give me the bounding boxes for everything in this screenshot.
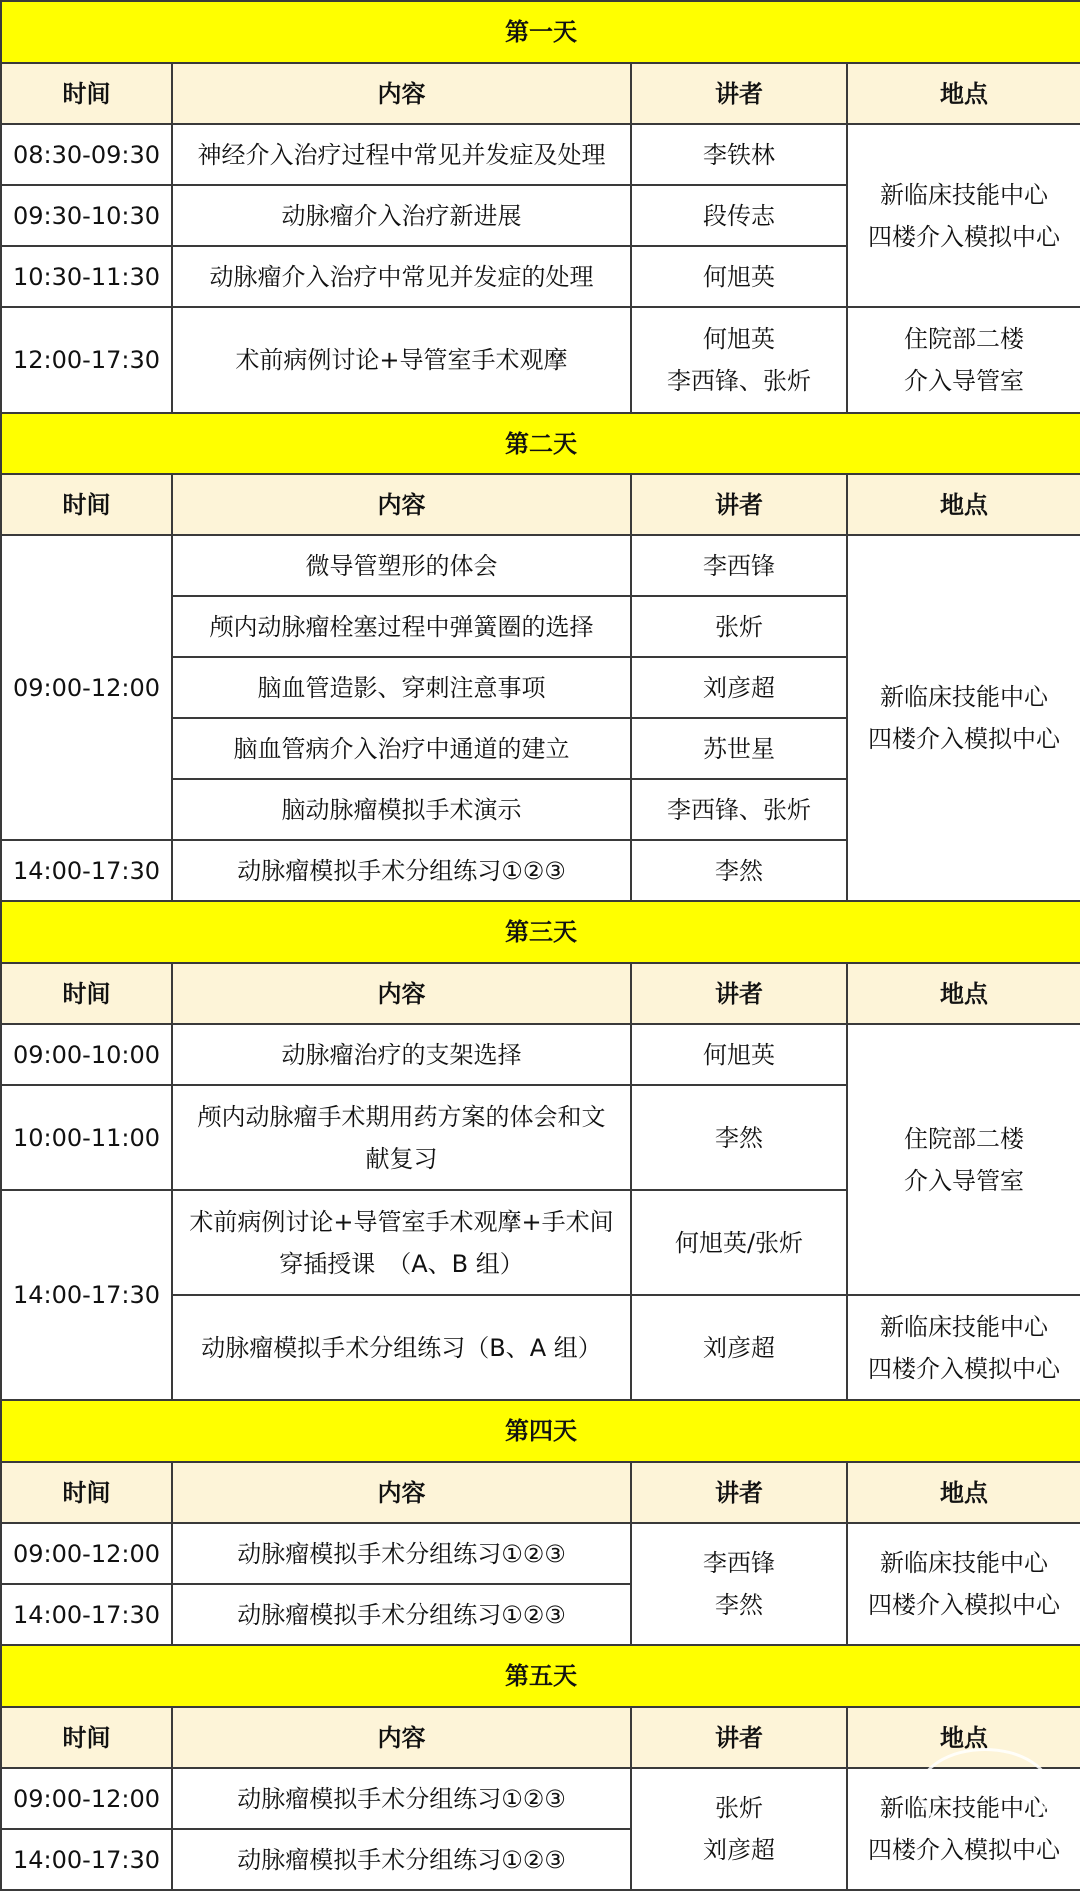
header-row	[1, 1462, 1080, 1523]
time-cell: 09:00-12:00	[1, 535, 172, 840]
speaker-cell	[631, 1768, 847, 1890]
time-cell: 09:00-10:00	[1, 1024, 172, 1085]
content-cell: 动脉瘤治疗的支架选择	[172, 1024, 631, 1085]
header-speaker: 讲者	[631, 1707, 847, 1768]
header-speaker: 讲者	[631, 474, 847, 535]
speaker-line: 何旭英	[703, 325, 775, 353]
time-cell: 09:30-10:30	[1, 185, 172, 246]
header-time: 时间	[1, 1707, 172, 1768]
content-cell	[172, 1085, 631, 1190]
speaker-cell: 刘彦超	[631, 657, 847, 718]
place-line: 介入导管室	[904, 1166, 1024, 1195]
content-cell: 动脉瘤模拟手术分组练习（B、A 组）	[172, 1295, 631, 1400]
speaker-cell: 李西锋	[631, 535, 847, 596]
content-cell: 动脉瘤模拟手术分组练习①②③	[172, 1829, 631, 1890]
content-cell	[172, 1190, 631, 1295]
header-row	[1, 474, 1080, 535]
place-line: 四楼介入模拟中心	[868, 1591, 1060, 1619]
content-cell: 动脉瘤介入治疗中常见并发症的处理	[172, 246, 631, 307]
time-cell: 09:00-12:00	[1, 1768, 172, 1829]
place-line: 四楼介入模拟中心	[868, 1836, 1060, 1864]
time-cell: 14:00-17:30	[1, 1829, 172, 1890]
place-line: 介入导管室	[904, 367, 1024, 395]
content-cell: 动脉瘤模拟手术分组练习①②③	[172, 1584, 631, 1645]
table-row	[1, 307, 1080, 413]
place-line: 新临床技能中心	[880, 1549, 1048, 1577]
table-row	[1, 1024, 1080, 1085]
place-line: 新临床技能中心	[880, 683, 1048, 711]
content-cell: 动脉瘤介入治疗新进展	[172, 185, 631, 246]
place-line: 新临床技能中心	[880, 1312, 1048, 1341]
speaker-line: 刘彦超	[703, 1836, 775, 1864]
speaker-cell: 张炘	[631, 596, 847, 657]
speaker-line: 李然	[715, 1591, 763, 1619]
header-place: 地点	[847, 1462, 1080, 1523]
speaker-line: 张炘	[715, 1794, 763, 1822]
header-row	[1, 963, 1080, 1024]
content-cell: 动脉瘤模拟手术分组练习①②③	[172, 1768, 631, 1829]
day-title: 第二天	[1, 413, 1080, 474]
header-row	[1, 1707, 1080, 1768]
speaker-cell: 何旭英	[631, 1024, 847, 1085]
place-line: 新临床技能中心	[880, 180, 1048, 209]
table-row	[1, 1523, 1080, 1584]
speaker-cell: 李然	[631, 840, 847, 901]
content-cell: 微导管塑形的体会	[172, 535, 631, 596]
speaker-line: 李西锋、张炘	[667, 367, 811, 395]
time-cell: 14:00-17:30	[1, 840, 172, 901]
day-title-row	[1, 1400, 1080, 1462]
header-time: 时间	[1, 63, 172, 124]
table-row	[1, 1768, 1080, 1829]
header-content: 内容	[172, 1462, 631, 1523]
content-line: 颅内动脉瘤手术期用药方案的体会和文	[197, 1102, 606, 1131]
day-title-row	[1, 901, 1080, 963]
speaker-cell: 苏世星	[631, 718, 847, 779]
header-time: 时间	[1, 963, 172, 1024]
speaker-cell: 刘彦超	[631, 1295, 847, 1400]
place-line: 四楼介入模拟中心	[868, 1354, 1060, 1383]
header-content: 内容	[172, 963, 631, 1024]
header-content: 内容	[172, 474, 631, 535]
day-title: 第五天	[1, 1645, 1080, 1707]
content-line: 术前病例讨论+导管室手术观摩+手术间	[189, 1207, 614, 1236]
time-cell: 10:00-11:00	[1, 1085, 172, 1190]
content-cell: 脑血管病介入治疗中通道的建立	[172, 718, 631, 779]
day-title: 第三天	[1, 901, 1080, 963]
content-line: 献复习	[365, 1144, 438, 1173]
speaker-cell: 李然	[631, 1085, 847, 1190]
content-cell: 动脉瘤模拟手术分组练习①②③	[172, 1523, 631, 1584]
header-place: 地点	[847, 963, 1080, 1024]
speaker-cell: 段传志	[631, 185, 847, 246]
time-cell: 12:00-17:30	[1, 307, 172, 413]
day-title: 第四天	[1, 1400, 1080, 1462]
header-time: 时间	[1, 474, 172, 535]
speaker-cell	[631, 307, 847, 413]
place-cell	[847, 1523, 1080, 1645]
time-cell: 08:30-09:30	[1, 124, 172, 185]
speaker-line: 李西锋	[703, 1549, 775, 1577]
header-place: 地点	[847, 63, 1080, 124]
header-time: 时间	[1, 1462, 172, 1523]
place-cell	[847, 1768, 1080, 1890]
place-line: 住院部二楼	[904, 325, 1024, 353]
day-title-row	[1, 413, 1080, 474]
speaker-cell: 何旭英	[631, 246, 847, 307]
table-row	[1, 124, 1080, 185]
place-line: 四楼介入模拟中心	[868, 222, 1060, 251]
header-speaker: 讲者	[631, 63, 847, 124]
speaker-cell: 何旭英/张炘	[631, 1190, 847, 1295]
content-line: 穿插授课 （A、B 组）	[279, 1249, 524, 1278]
speaker-cell	[631, 1523, 847, 1645]
time-cell: 09:00-12:00	[1, 1523, 172, 1584]
header-speaker: 讲者	[631, 963, 847, 1024]
header-place: 地点	[847, 1707, 1080, 1768]
place-line: 四楼介入模拟中心	[868, 725, 1060, 753]
header-speaker: 讲者	[631, 1462, 847, 1523]
day-title: 第一天	[1, 1, 1080, 63]
time-cell: 10:30-11:30	[1, 246, 172, 307]
place-cell	[847, 124, 1080, 307]
content-cell: 神经介入治疗过程中常见并发症及处理	[172, 124, 631, 185]
time-cell: 14:00-17:30	[1, 1584, 172, 1645]
header-content: 内容	[172, 1707, 631, 1768]
place-line: 住院部二楼	[904, 1124, 1024, 1153]
content-cell: 术前病例讨论+导管室手术观摩	[172, 307, 631, 413]
place-cell	[847, 535, 1080, 901]
place-line: 新临床技能中心	[880, 1794, 1048, 1822]
place-cell	[847, 1295, 1080, 1400]
header-row	[1, 63, 1080, 124]
content-cell: 脑动脉瘤模拟手术演示	[172, 779, 631, 840]
speaker-cell: 李西锋、张炘	[631, 779, 847, 840]
content-cell: 动脉瘤模拟手术分组练习①②③	[172, 840, 631, 901]
place-cell	[847, 307, 1080, 413]
day-title-row	[1, 1, 1080, 63]
header-content: 内容	[172, 63, 631, 124]
header-place: 地点	[847, 474, 1080, 535]
table-row	[1, 535, 1080, 596]
content-cell: 脑血管造影、穿刺注意事项	[172, 657, 631, 718]
day-title-row	[1, 1645, 1080, 1707]
speaker-cell: 李铁林	[631, 124, 847, 185]
content-cell: 颅内动脉瘤栓塞过程中弹簧圈的选择	[172, 596, 631, 657]
time-cell: 14:00-17:30	[1, 1190, 172, 1400]
place-cell	[847, 1024, 1080, 1295]
